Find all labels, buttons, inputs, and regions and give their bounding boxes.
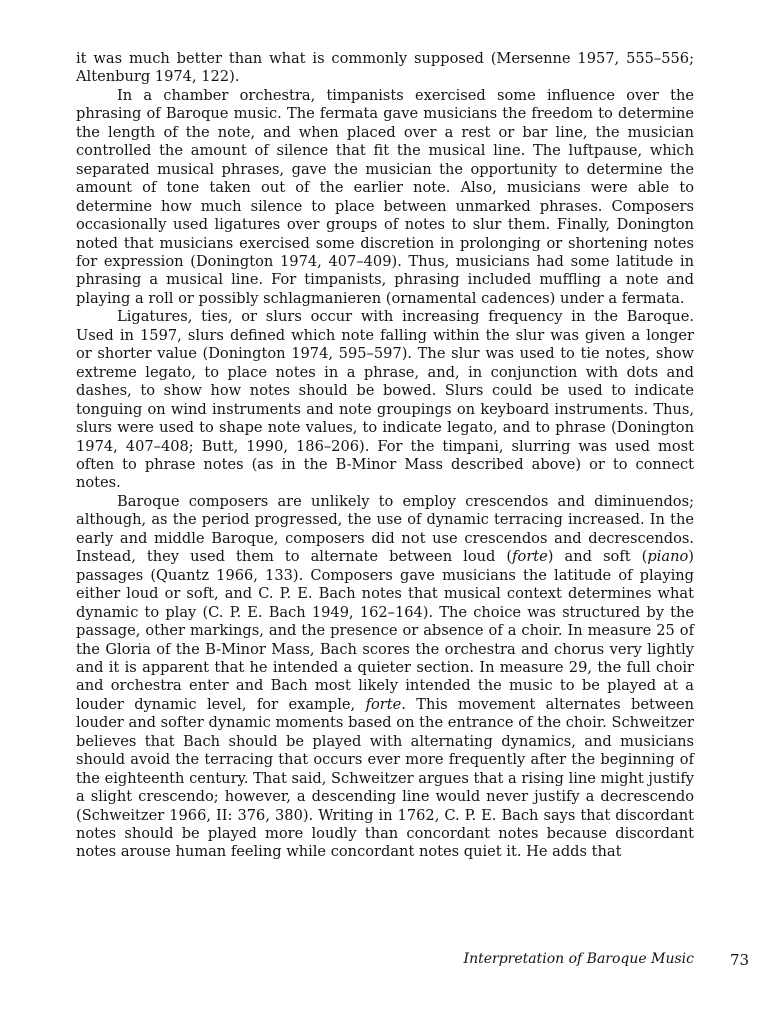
page-footer: [0, 951, 768, 971]
running-title: Interpretation of Baroque Music: [463, 951, 694, 967]
text-run: Ligatures, ties, or slurs occur with increasing frequency in the Baroque. Used in 1597, slurs defined which note falling within the slur was given a longer or shorter value (Donington 1974, 595–597). The slur was used to tie notes, show extreme legato, to place notes in a phrase, and, in conjunction with dots and dashes, to show how notes should be bowed. Slurs could be used to indicate tonguing on wind instruments and note groupings on keyboard instruments. Thus, slurs were used to shape note values, to indicate legato, and to phrase (Donington 1974, 407–408; Butt, 1990, 186–206). For the timpani, slurring was used most often to phrase notes (as in the B-Minor Mass described above) or to connect notes.: [76, 308, 694, 492]
page-number: 73: [730, 951, 750, 969]
paragraph: [76, 493, 694, 862]
text-run: . This movement alternates between louder and softer dynamic moments based on the entrance of the choir. Schweitzer believes that Bach should be played with alternating dynamics, and musicians should avoid the terracing that occurs ever more frequently after the beginning of the eighteenth century. That said, Schweitzer argues that a rising line might justify a slight crescendo; however, a descending line would never justify a decrescendo (Schweitzer 1966, II: 376, 380). Writing in 1762, C. P. E. Bach says that discordant notes should be played more loudly than concordant notes because discordant notes arouse human feeling while concordant notes quiet it. He adds that: [76, 695, 695, 861]
text-run: ) and soft (: [547, 548, 648, 566]
body-text: [76, 50, 694, 862]
italic-term: piano: [647, 548, 689, 566]
text-run: ) passages (Quantz 1966, 133). Composers gave musicians the latitude of playing either loud or soft, and C. P. E. Bach notes that musical context determines what dynamic to play (C. P. E. Bach 1949, 162–164). The choice was structured by the passage, other markings, and the presence or absence of a choir. In measure 25 of the Gloria of the B-Minor Mass, Bach scores the orchestra and chorus very lightly and it is apparent that he intended a quieter section. In measure 29, the full choir and orchestra enter and Bach most likely intended the music to be played at a louder dynamic level, for example,: [76, 548, 694, 713]
text-run: In a chamber orchestra, timpanists exercised some influence over the phrasing of Baroque music. The fermata gave musicians the freedom to determine the length of the note, and when placed over a rest or bar line, the musician controlled the amount of silence that fit the musical line. The luftpause, which separated musical phrases, gave the musician the opportunity to determine the amount of tone taken out of the earlier note. Also, musicians were able to determine how much silence to place between unmarked phrases. Composers occasionally used ligatures over groups of notes to slur them. Finally, Donington noted that musicians exercised some discretion in prolonging or shortening notes for expression (Donington 1974, 407–409). Thus, musicians had some latitude in phrasing a musical line. For timpanists, phrasing included muffling a note and playing a roll or possibly schlagmanieren (ornamental cadences) under a fermata.: [76, 86, 694, 307]
paragraph: [76, 308, 694, 493]
paragraph: [76, 50, 694, 87]
italic-term: forte: [365, 695, 402, 713]
text-run: it was much better than what is commonly supposed (Mersenne 1957, 555–556; Altenburg 1974, 122).: [76, 50, 694, 86]
italic-term: forte: [512, 548, 548, 566]
paragraph: [76, 87, 694, 308]
text-run: Baroque composers are unlikely to employ crescendos and diminuendos; although, as the period progressed, the use of dynamic terracing increased. In the early and middle Baroque, composers did not use crescendos and decrescendos. Instead, they used them to alternate between loud (: [76, 492, 694, 566]
